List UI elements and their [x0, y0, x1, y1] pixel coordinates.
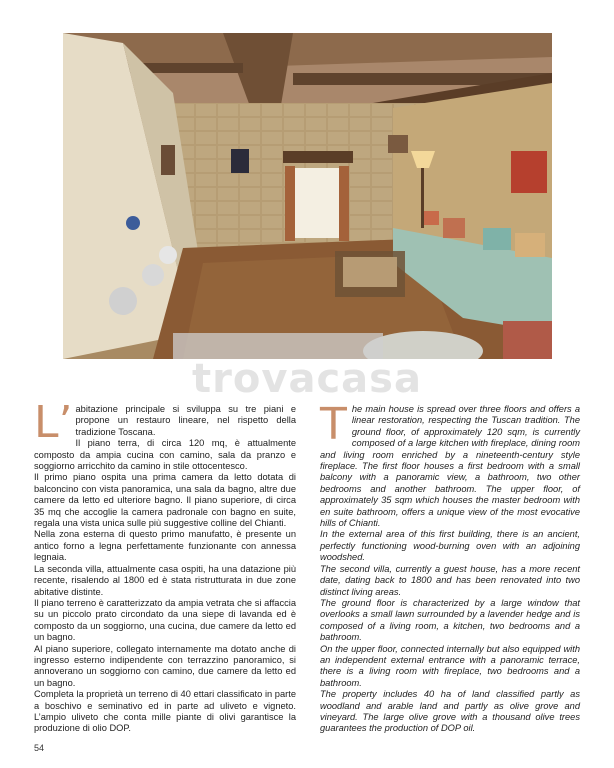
english-paragraph: The ground floor is characterized by a large window that overlooks a small lawn surrounded by a lavender hedge and is composed of a living room, a kitchen, two bedrooms and a bathroom.: [320, 597, 580, 643]
watermark: trovacasa: [192, 356, 422, 402]
italian-dropcap: L’: [34, 397, 73, 448]
english-text-column: [320, 399, 580, 735]
italian-paragraph: abitazione principale si sviluppa su tre piani e propone un restauro lineare, nel rispetto della tradizione Toscana.: [75, 404, 296, 437]
italian-paragraph: Il piano terra, di circa 120 mq, è attualmente composto da ampia cucina con camino, sala da pranzo e soggiorno arricchito da camino in stile ottocentesco.: [34, 438, 296, 472]
english-paragraph: he main house is spread over three floors and offers a linear restoration, respecting the Tuscan tradition. The ground floor, of approximately 120 sqm, is currently composed of a large kitchen with fireplace, dining room and living room enriched by a nineteenth-century style fireplace. The first floor houses a first bedroom with a small balcony with a panoramic view, a bathroom, two other bedrooms and another bathroom. The upper floor, of approximately 35 sqm which houses the master bedroom with en suite bathroom, offers a unique view of the most evocative hills of Chianti.: [320, 404, 580, 529]
english-paragraph: In the external area of this first building, there is an ancient, perfectly functioning wood-burning oven with an adjoining woodshed.: [320, 529, 580, 563]
page-number: 54: [34, 743, 45, 753]
living-room-photo: [63, 33, 552, 359]
english-paragraph: On the upper floor, connected internally but also equipped with an independent external entrance with a panoramic terrace, there is a living room with fireplace, two bedrooms and a bathroom.: [320, 643, 580, 688]
italian-paragraph: Al piano superiore, collegato internamente ma dotato anche di ingresso esterno indipendente con terrazzino panoramico, si annoverano un soggiorno con camino, due camere da letto ed un bagno.: [34, 643, 296, 688]
english-paragraph: The property includes 40 ha of land classified partly as woodland and arable land and partly as olive grove and vineyard. The large olive grove with a thousand olive trees guarantees the production of DOP oil.: [320, 689, 580, 734]
english-paragraph: The second villa, currently a guest house, has a more recent date, dating back to 1800 and has been renovated into two distinct living areas.: [320, 563, 580, 597]
italian-text-column: [34, 397, 296, 735]
english-dropcap: T: [320, 399, 347, 450]
italian-paragraph: Nella zona esterna di questo primo manufatto, è presente un antico forno a legna perfettamente funzionante con annessa legnaia.: [34, 529, 296, 563]
italian-paragraph: Completa la proprietà un terreno di 40 ettari classificato in parte a boschivo e seminativo ed in parte ad uliveto e vigneto. L’ampio uliveto che conta mille piante di olivi garantisce la produzione di olio DOP.: [34, 689, 296, 734]
italian-paragraph: La seconda villa, attualmente casa ospiti, ha una datazione più recente, risalendo al 1800 ed è stata ristrutturata in due zone abitative distinte.: [34, 563, 296, 597]
italian-paragraph: Il piano terreno è caratterizzato da ampia vetrata che si affaccia su un piccolo prato circondato da una siepe di lavanda ed è composto da un soggiorno, una cucina, due camere da letto ed un bagno.: [34, 597, 296, 643]
italian-paragraph: Il primo piano ospita una prima camera da letto dotata di balconcino con vista panoramica, una sala da bagno, altre due camere da letto ed ulteriore bagno. Il piano superiore, di circa 35 mq che accoglie la camera padronale con bagno en suite, regala una vista unica sulle più suggestive colline del Chianti.: [34, 472, 296, 529]
